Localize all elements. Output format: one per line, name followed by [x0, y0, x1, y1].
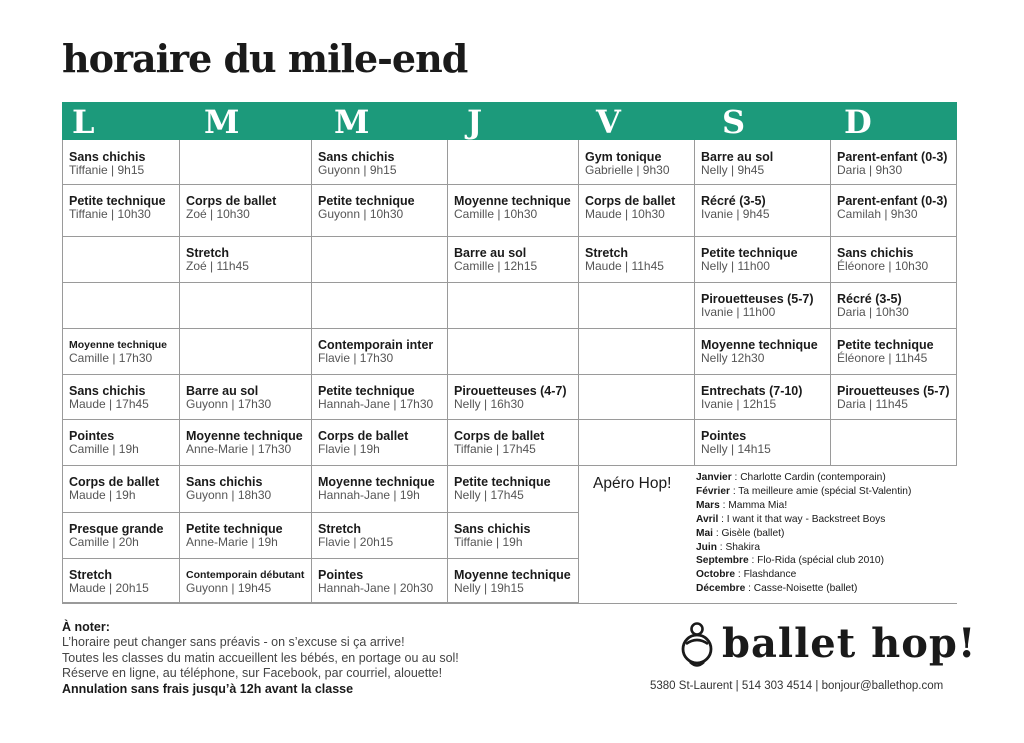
- class-name: Moyenne technique: [186, 429, 303, 443]
- class-name: Petite technique: [318, 384, 415, 398]
- class-teacher-time: Anne-Marie | 17h30: [186, 442, 292, 456]
- class-cell: [180, 559, 312, 603]
- class-name: Petite technique: [454, 475, 551, 489]
- apero-theme: Shakira: [725, 541, 760, 553]
- class-name: Stretch: [585, 246, 629, 260]
- class-teacher-time: Ivanie | 11h00: [701, 305, 776, 319]
- empty-cell: [579, 420, 695, 466]
- apero-item: [696, 527, 911, 541]
- class-teacher-time: Nelly 12h30: [701, 351, 765, 365]
- class-cell: [180, 375, 312, 420]
- apero-theme: I want it that way - Backstreet Boys: [726, 513, 886, 525]
- class-cell: [312, 559, 448, 603]
- class-teacher-time: Guyonn | 18h30: [186, 488, 272, 502]
- empty-cell: [579, 283, 695, 329]
- class-cell: [63, 185, 180, 237]
- apero-item: [696, 485, 911, 499]
- apero-theme: Charlotte Cardin (contemporain): [740, 472, 886, 483]
- class-name: Petite technique: [186, 522, 283, 536]
- notes-line-1-rest: - on s’excuse si ça arrive!: [260, 635, 405, 650]
- class-name: Contemporain inter: [318, 338, 434, 352]
- apero-theme: Gisèle (ballet): [721, 527, 785, 539]
- class-name: Parent-enfant (0-3): [837, 194, 948, 208]
- class-name: Barre au sol: [454, 246, 527, 260]
- class-name: Corps de ballet: [454, 429, 545, 443]
- class-teacher-time: Hannah-Jane | 17h30: [318, 397, 434, 411]
- class-cell: [695, 185, 831, 237]
- class-name: Barre au sol: [701, 150, 774, 164]
- class-cell: [63, 375, 180, 420]
- class-name: Entrechats (7-10): [701, 384, 803, 398]
- apero-item: [696, 541, 911, 555]
- apero-separator: :: [735, 569, 744, 581]
- empty-cell: [579, 329, 695, 375]
- empty-cell: [448, 329, 579, 375]
- class-cell: [63, 140, 180, 185]
- class-teacher-time: Camille | 19h: [69, 442, 139, 456]
- class-cell: [448, 375, 579, 420]
- empty-cell: [448, 283, 579, 329]
- ballet-hop-logo: [680, 620, 977, 676]
- empty-cell: [180, 283, 312, 329]
- apero-month: Janvier: [696, 472, 732, 483]
- class-cell: [180, 513, 312, 559]
- class-name: Stretch: [318, 522, 362, 536]
- class-cell: [831, 140, 957, 185]
- class-teacher-time: Flavie | 20h15: [318, 535, 394, 549]
- class-cell: [448, 237, 579, 283]
- class-cell: [695, 140, 831, 185]
- class-teacher-time: Nelly | 11h00: [701, 259, 770, 273]
- notes-block: [62, 620, 459, 697]
- class-name: Contemporain débutant: [186, 569, 305, 581]
- class-name: Presque grande: [69, 522, 164, 536]
- class-cell: [695, 375, 831, 420]
- apero-item: [696, 582, 911, 596]
- class-name: Sans chichis: [837, 246, 914, 260]
- empty-cell: [63, 237, 180, 283]
- class-teacher-time: Nelly | 17h45: [454, 488, 524, 502]
- class-teacher-time: Anne-Marie | 19h: [186, 535, 278, 549]
- class-cell: [312, 329, 448, 375]
- class-name: Moyenne technique: [454, 194, 571, 208]
- class-teacher-time: Flavie | 17h30: [318, 351, 394, 365]
- class-teacher-time: Éléonore | 10h30: [837, 259, 929, 273]
- class-name: Moyenne technique: [318, 475, 435, 489]
- apero-item: [696, 513, 911, 527]
- class-teacher-time: Flavie | 19h: [318, 442, 380, 456]
- class-teacher-time: Maude | 17h45: [69, 397, 149, 411]
- apero-separator: :: [719, 499, 729, 511]
- class-cell: [831, 329, 957, 375]
- day-header-6: D: [844, 103, 872, 141]
- class-cell: [695, 420, 831, 466]
- apero-separator: :: [712, 527, 722, 539]
- apero-item: [696, 499, 911, 513]
- class-cell: [180, 237, 312, 283]
- class-name: Petite technique: [69, 194, 166, 208]
- apero-separator: :: [748, 555, 758, 567]
- class-name: Pirouetteuses (4-7): [454, 384, 567, 398]
- empty-cell: [312, 237, 448, 283]
- class-cell: [831, 283, 957, 329]
- apero-separator: :: [731, 472, 741, 483]
- apero-month: Septembre: [696, 555, 749, 567]
- apero-theme: Flashdance: [743, 569, 797, 581]
- class-teacher-time: Maude | 19h: [69, 488, 136, 502]
- notes-line-1-bold: L’horaire peut changer sans préavis: [62, 635, 261, 650]
- class-cell: [695, 329, 831, 375]
- class-teacher-time: Ivanie | 12h15: [701, 397, 777, 411]
- apero-separator: :: [729, 485, 739, 497]
- class-cell: [312, 513, 448, 559]
- empty-cell: [180, 140, 312, 185]
- class-cell: [448, 559, 579, 603]
- day-header-0: L: [72, 103, 95, 141]
- apero-separator: :: [718, 513, 727, 525]
- class-cell: [312, 420, 448, 466]
- class-cell: [63, 329, 180, 375]
- class-name: Corps de ballet: [69, 475, 160, 489]
- class-teacher-time: Daria | 10h30: [837, 305, 909, 319]
- class-cell: [180, 420, 312, 466]
- class-cell: [448, 420, 579, 466]
- class-name: Petite technique: [837, 338, 934, 352]
- class-name: Récré (3-5): [837, 292, 902, 306]
- apero-month: Mai: [696, 527, 713, 539]
- class-cell: [579, 237, 695, 283]
- class-name: Stretch: [186, 246, 230, 260]
- class-cell: [312, 185, 448, 237]
- class-cell: [695, 237, 831, 283]
- class-cell: [312, 466, 448, 513]
- apero-month-list: [696, 471, 911, 596]
- contact-line: 5380 St-Laurent | 514 303 4514 | bonjour@ballethop.com: [650, 680, 944, 692]
- class-name: Récré (3-5): [701, 194, 766, 208]
- empty-cell: [63, 283, 180, 329]
- empty-cell: [579, 375, 695, 420]
- day-header-5: S: [722, 103, 746, 141]
- apero-item: [696, 554, 911, 568]
- class-cell: [579, 185, 695, 237]
- schedule-grid: [62, 140, 957, 604]
- apero-separator: :: [716, 541, 726, 553]
- class-name: Moyenne technique: [69, 339, 168, 351]
- class-teacher-time: Camille | 20h: [69, 535, 139, 549]
- class-name: Petite technique: [701, 246, 798, 260]
- class-teacher-time: Ivanie | 9h45: [701, 207, 770, 221]
- class-teacher-time: Camille | 12h15: [454, 259, 538, 273]
- class-cell: [695, 283, 831, 329]
- class-name: Pointes: [69, 429, 115, 443]
- class-teacher-time: Daria | 9h30: [837, 163, 903, 177]
- class-name: Sans chichis: [454, 522, 531, 536]
- ballerina-icon: [680, 622, 714, 670]
- apero-hop-panel: [579, 466, 957, 603]
- logo-text: ballet hop!: [722, 620, 977, 667]
- class-teacher-time: Gabrielle | 9h30: [585, 163, 670, 177]
- days-header: [62, 102, 957, 140]
- class-teacher-time: Zoé | 11h45: [186, 259, 249, 273]
- apero-theme: Ta meilleure amie (spécial St-Valentin): [738, 485, 912, 497]
- page-title: horaire du mile-end: [62, 36, 468, 81]
- class-name: Pirouetteuses (5-7): [701, 292, 814, 306]
- apero-title: Apéro Hop!: [593, 475, 672, 492]
- class-cell: [63, 466, 180, 513]
- class-cell: [831, 185, 957, 237]
- class-cell: [63, 559, 180, 603]
- day-header-2: M: [334, 103, 370, 141]
- class-name: Pirouetteuses (5-7): [837, 384, 950, 398]
- apero-theme: Flo-Rida (spécial club 2010): [757, 555, 884, 567]
- class-cell: [831, 237, 957, 283]
- notes-line-4: Annulation sans frais jusqu’à 12h avant la classe: [62, 681, 354, 696]
- class-teacher-time: Nelly | 14h15: [701, 442, 771, 456]
- class-teacher-time: Camille | 17h30: [69, 351, 153, 365]
- class-teacher-time: Guyonn | 9h15: [318, 163, 397, 177]
- class-cell: [180, 466, 312, 513]
- class-cell: [448, 466, 579, 513]
- notes-line-3: Réserve en ligne, au téléphone, sur Facebook, par courriel, alouette!: [62, 666, 443, 681]
- class-teacher-time: Éléonore | 11h45: [837, 351, 928, 365]
- apero-item: [696, 568, 911, 582]
- class-name: Corps de ballet: [318, 429, 409, 443]
- day-header-1: M: [204, 103, 240, 141]
- class-name: Gym tonique: [585, 150, 662, 164]
- class-teacher-time: Camilah | 9h30: [837, 207, 918, 221]
- class-name: Petite technique: [318, 194, 415, 208]
- empty-cell: [180, 329, 312, 375]
- class-name: Corps de ballet: [585, 194, 676, 208]
- class-name: Parent-enfant (0-3): [837, 150, 948, 164]
- class-teacher-time: Tiffanie | 9h15: [69, 163, 145, 177]
- class-teacher-time: Guyonn | 19h45: [186, 581, 272, 595]
- class-name: Sans chichis: [318, 150, 395, 164]
- day-header-4: V: [596, 103, 621, 141]
- class-teacher-time: Tiffanie | 17h45: [454, 442, 536, 456]
- class-teacher-time: Maude | 11h45: [585, 259, 664, 273]
- class-name: Barre au sol: [186, 384, 259, 398]
- class-cell: [312, 140, 448, 185]
- class-name: Sans chichis: [69, 384, 146, 398]
- class-teacher-time: Tiffanie | 19h: [454, 535, 523, 549]
- class-name: Moyenne technique: [701, 338, 818, 352]
- class-teacher-time: Tiffanie | 10h30: [69, 207, 151, 221]
- apero-month: Octobre: [696, 569, 736, 581]
- class-teacher-time: Maude | 10h30: [585, 207, 665, 221]
- class-cell: [180, 185, 312, 237]
- notes-line-2: Toutes les classes du matin accueillent les bébés, en portage ou au sol!: [62, 650, 459, 665]
- empty-cell: [448, 140, 579, 185]
- class-name: Stretch: [69, 568, 113, 582]
- empty-cell: [312, 283, 448, 329]
- class-teacher-time: Nelly | 19h15: [454, 581, 524, 595]
- notes-line-1: [62, 635, 459, 650]
- empty-cell: [831, 420, 957, 466]
- class-cell: [63, 513, 180, 559]
- apero-month: Décembre: [696, 583, 746, 595]
- apero-month: Mars: [696, 499, 720, 511]
- apero-theme: Casse-Noisette (ballet): [753, 583, 858, 595]
- class-teacher-time: Guyonn | 17h30: [186, 397, 272, 411]
- class-name: Corps de ballet: [186, 194, 277, 208]
- class-teacher-time: Hannah-Jane | 19h: [318, 488, 420, 502]
- class-teacher-time: Zoé | 10h30: [186, 207, 250, 221]
- class-cell: [448, 513, 579, 559]
- day-header-3: J: [467, 103, 483, 141]
- apero-month: Avril: [696, 513, 719, 525]
- class-cell: [312, 375, 448, 420]
- class-teacher-time: Guyonn | 10h30: [318, 207, 404, 221]
- class-teacher-time: Maude | 20h15: [69, 581, 149, 595]
- class-name: Moyenne technique: [454, 568, 571, 582]
- apero-separator: :: [745, 583, 754, 595]
- class-teacher-time: Nelly | 16h30: [454, 397, 524, 411]
- class-cell: [63, 420, 180, 466]
- class-name: Sans chichis: [186, 475, 263, 489]
- class-teacher-time: Daria | 11h45: [837, 397, 908, 411]
- apero-month: Février: [696, 485, 730, 497]
- apero-theme: Mamma Mia!: [728, 499, 788, 511]
- class-cell: [448, 185, 579, 237]
- class-teacher-time: Camille | 10h30: [454, 207, 538, 221]
- class-name: Sans chichis: [69, 150, 146, 164]
- notes-heading: À noter:: [62, 620, 110, 634]
- class-name: Pointes: [318, 568, 364, 582]
- class-cell: [579, 140, 695, 185]
- class-teacher-time: Hannah-Jane | 20h30: [318, 581, 434, 595]
- class-cell: [831, 375, 957, 420]
- class-name: Pointes: [701, 429, 747, 443]
- apero-item: [696, 471, 911, 485]
- apero-month: Juin: [696, 541, 717, 553]
- class-teacher-time: Nelly | 9h45: [701, 163, 765, 177]
